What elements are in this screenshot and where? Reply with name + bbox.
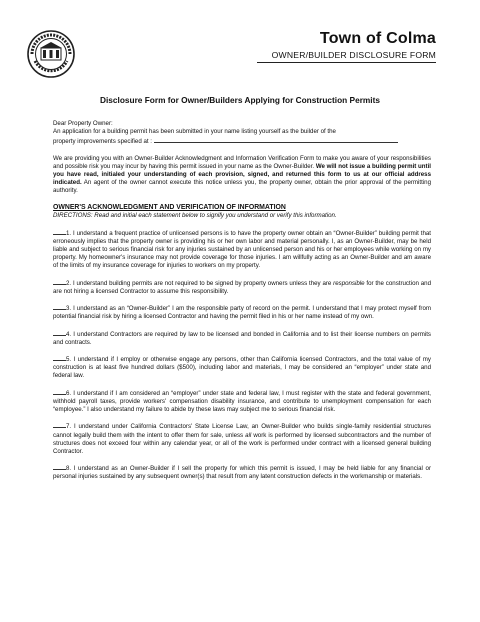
initial-blank-2[interactable] (53, 279, 66, 285)
document-body (53, 120, 431, 481)
property-address-field[interactable] (154, 136, 398, 143)
intro-text-end: An agent of the owner cannot execute this notice unless you, the property owner, obtain the prior approval of the permitting authority. (53, 179, 431, 195)
initial-blank-4[interactable] (53, 330, 66, 336)
form-name: OWNER/BUILDER DISCLOSURE FORM (271, 50, 436, 60)
intro-line: An application for a building permit has been submitted in your name listing yourself as the builder of the (53, 128, 336, 136)
statement-text: 6. I understand if I am considered an “employer” under state and federal law, I must register with the state and federal government, withhold payroll taxes, provide workers' compensation disability insurance, and contribute to unemployment compensation for each “employee.” I also understand my failure to abide by these laws may subject me to serious financial risk. (53, 389, 431, 413)
address-label: property improvements specified at : (53, 138, 152, 146)
initial-blank-8[interactable] (53, 464, 66, 470)
initial-blank-6[interactable] (53, 389, 66, 395)
statement-3 (53, 304, 431, 321)
statement-text: 1. I understand a frequent practice of unlicensed persons is to have the property owner obtain an “Owner-Builder” building permit that erroneously implies that the property owner is providing his or her own labor and material personally. I, as an Owner-Builder, may be held liable and subject to serious financial risk for any injuries sustained by an unlicensed person and his or her employees while working on my property. My homeowner's insurance may not provide coverage for those injuries. I am willfully acting as an Owner-Builder and am aware of the limits of my insurance coverage for injuries to workers on my property. (53, 229, 431, 270)
statement-text: 8. I understand as an Owner-Builder if I sell the property for which this permit is issued, I may be held liable for any financial or personal injuries sustained by any subsequent owner(s) that result from any latent construction defects in the workmanship or materials. (53, 465, 431, 481)
statement-text: 4. I understand Contractors are required by law to be licensed and bonded in California and to list their license numbers on permits and contracts. (53, 330, 431, 346)
statement-text: 7. I understand under California Contractors' State License Law, an Owner-Builder who builds single-family residential structures cannot legally build them with the intent to offer them for sale, unless (53, 423, 431, 439)
statement-1 (53, 229, 431, 271)
town-name: Town of Colma (319, 30, 436, 47)
statement-emphasis: responsible (333, 279, 365, 287)
section-heading: OWNER'S ACKNOWLEDGMENT AND VERIFICATION OF INFORMATION (53, 203, 286, 211)
address-line (53, 136, 431, 146)
document-title: Disclosure Form for Owner/Builders Applying for Construction Permits (100, 95, 380, 105)
statement-6 (53, 389, 431, 414)
town-seal-logo (27, 30, 75, 78)
statement-4 (53, 330, 431, 347)
initial-blank-5[interactable] (53, 355, 66, 361)
statement-text: 3. I understand as an “Owner-Builder” I am the responsible party of record on the permit. I understand that I may protect myself from potential financial risk by hiring a licensed Contractor and having the permit filed in his or her name instead of my own. (53, 305, 431, 321)
statement-5 (53, 355, 431, 380)
initial-blank-1[interactable] (53, 229, 66, 235)
intro-text: We are providing you with an Owner-Builder Acknowledgment and Information Verification Form to make you aware of your responsibilities and possible risk you may incur by having this permit issued in your name as the Owner-Builder. (53, 154, 431, 170)
greeting: Dear Property Owner: (53, 120, 113, 127)
statement-7 (53, 422, 431, 456)
statement-2 (53, 279, 431, 296)
statement-text: work is performed by licensed subcontractors and the number of structures does not exceed four within any calendar year, or all of the work is performed under contract with a licensed general building Contractor. (53, 431, 431, 455)
statement-text: 2. I understand building permits are not required to be signed by property owners unless they are (66, 279, 334, 287)
statement-text: for the construction and are not hiring a licensed Contractor to assume this responsibility. (53, 279, 431, 295)
statement-8 (53, 464, 431, 481)
statement-emphasis: all (245, 431, 252, 439)
intro-bold-text: We will not issue a building permit until you have read, initialed your understanding of each provision, signed, and returned this form to us at our official address indicated. (53, 162, 432, 187)
intro-paragraph (53, 155, 431, 196)
initial-blank-3[interactable] (53, 304, 66, 310)
header-divider (257, 62, 436, 63)
directions: DIRECTIONS: Read and initial each statement below to signify you understand or verify this information. (53, 212, 337, 220)
statement-text: 5. I understand if I employ or otherwise engage any persons, other than California licensed Contractors, and the total value of my construction is at least five hundred dollars ($500), including labor and materials, I may be considered an “employer” under state and federal law. (53, 356, 431, 380)
initial-blank-7[interactable] (53, 422, 66, 428)
